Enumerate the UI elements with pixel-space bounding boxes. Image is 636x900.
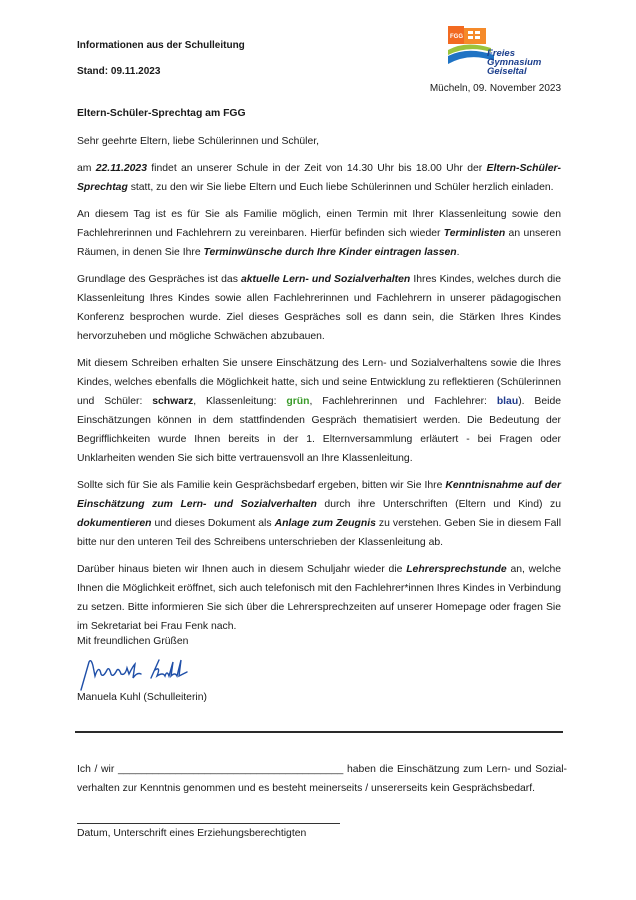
acknowledgement-section: Ich / wir _______________________________________ haben die Einschätzung zum Lern- und Sozial-verhalten zur Kenntnis genommen und es besteht meinerseits / unsererseits kein Gesprächsbedarf. [77,764,567,794]
appointment-wishes: Terminwünsche durch Ihre Kinder eintragen lassen [203,247,457,258]
school-logo [446,22,571,77]
salutation: Sehr geehrte Eltern, liebe Schülerinnen und Schüler, [77,136,320,147]
paragraph-assessment: Mit diesem Schreiben erhalten Sie unsere Einschätzung des Lern- und Sozialverhaltens sowie die Ihres Kindes, welches ebenfalls die Möglichkeit hatte, sich und seine Entwicklung zu reflektieren (Schülerinnen und Schüler: schwarz, Klassenleitung: grün, Fachlehrerinnen und Fachlehrer: blau). Beide Einschätzungen können in dem stattfindenden Gespräch thematisiert werden. Die Bedeutung der Begrifflichkeiten wurde Ihnen bereits in der 1. Elternversammlung erläutert - bei Fragen oder Unklarheiten wenden Sie sich bitte vertrauensvoll an Ihre Klassenleitung. [77,358,562,464]
logo-text [487,49,571,76]
office-hours-highlight: Lehrersprechstunde [406,564,507,575]
annex-highlight: Anlage zum Zeugnis [274,518,376,529]
paragraph-office-hours: Darüber hinaus bieten wir Ihnen auch in diesem Schuljahr wieder die Lehrersprechstunde an, welche Ihnen die Möglichkeit eröffnet, sich auch telefonisch mit den Fachlehrer*innen Ihres Kindes in Verbindung zu setzen. Bitte informieren Sie sich über die Lehrersprechzeiten auf unserer Homepage oder fragen Sie im Sekretariat bei Frau Fenk nach. [77,564,562,632]
letter-subject: Eltern-Schüler-Sprechtag am FGG [77,108,246,119]
signature-line[interactable] [77,823,340,824]
department-label: Informationen aus der Schulleitung [77,40,245,51]
signature-image [77,656,197,692]
place-date: Mücheln, 09. November 2023 [429,83,561,94]
logo-line-1: Freies Gymnasium [487,48,542,68]
appointment-lists: Terminlisten [443,228,506,239]
separator-line [75,731,563,733]
name-blank-field[interactable]: _______________________________________ [117,764,344,775]
color-code-blue: blau [496,396,519,407]
paragraph-no-meeting: Sollte sich für Sie als Familie kein Gesprächsbedarf ergeben, bitten wir Sie Ihre Kenntnisnahme auf der Einschätzung zum Lern- und Sozialverhalten durch ihre Unterschriften (Eltern und Kind) zu dokumentieren und dieses Dokument als Anlage zum Zeugnis zu verstehen. Geben Sie in diesem Fall bitte nur den unteren Teil des Schreibens unterschrieben der Klassenleitung ab. [77,480,562,548]
document-highlight: dokumentieren [77,518,152,529]
signer-name: Manuela Kuhl (Schulleiterin) [77,692,207,703]
paragraph-basis: Grundlage des Gespräches ist das aktuelle Lern- und Sozialverhalten Ihres Kindes, welches durch die Klassenleitung Ihres Kindes sowie allen Fachlehrerinnen und Fachlehrern in unserer pädagogischen Konferenz besprochen wurde. Ziel dieses Gespräches soll es dann sein, die Stärken Ihres Kindes hervorzuheben und mögliche Schwächen abzubauen. [77,274,561,342]
letter-body [77,159,561,644]
paragraph-appointments: An diesem Tag ist es für Sie als Familie möglich, einen Termin mit Ihrer Klassenleitung sowie den Fachlehrerinnen und Fachlehrern zu vereinbaren. Hierfür befinden sich wieder Terminlisten an unseren Räumen, in denen Sie Ihre Terminwünsche durch Ihre Kinder eintragen lassen. [77,209,561,258]
color-code-black: schwarz [152,396,194,407]
color-code-green: grün [286,396,310,407]
acknowledgement-highlight: Kenntnisnahme auf der Einschätzung zum Lern- und Sozialverhalten [77,480,561,510]
event-date: 22.11.2023 [95,163,147,174]
event-name: Eltern-Schüler-Sprechtag [77,163,562,193]
logo-badge-text: FGG [450,34,463,40]
logo-line-2: Geiseltal [487,66,527,77]
status-date: Stand: 09.11.2023 [77,66,161,77]
closing: Mit freundlichen Grüßen [77,636,189,647]
behaviour-highlight: aktuelle Lern- und Sozialverhalten [241,274,411,285]
signature-label: Datum, Unterschrift eines Erziehungsberechtigten [77,828,307,839]
paragraph-invitation: am 22.11.2023 findet an unserer Schule in der Zeit von 14.30 Uhr bis 18.00 Uhr der Eltern-Schüler-Sprechtag statt, zu den wir Sie liebe Eltern und Euch liebe Schülerinnen und Schüler herzlich einladen. [77,163,562,193]
